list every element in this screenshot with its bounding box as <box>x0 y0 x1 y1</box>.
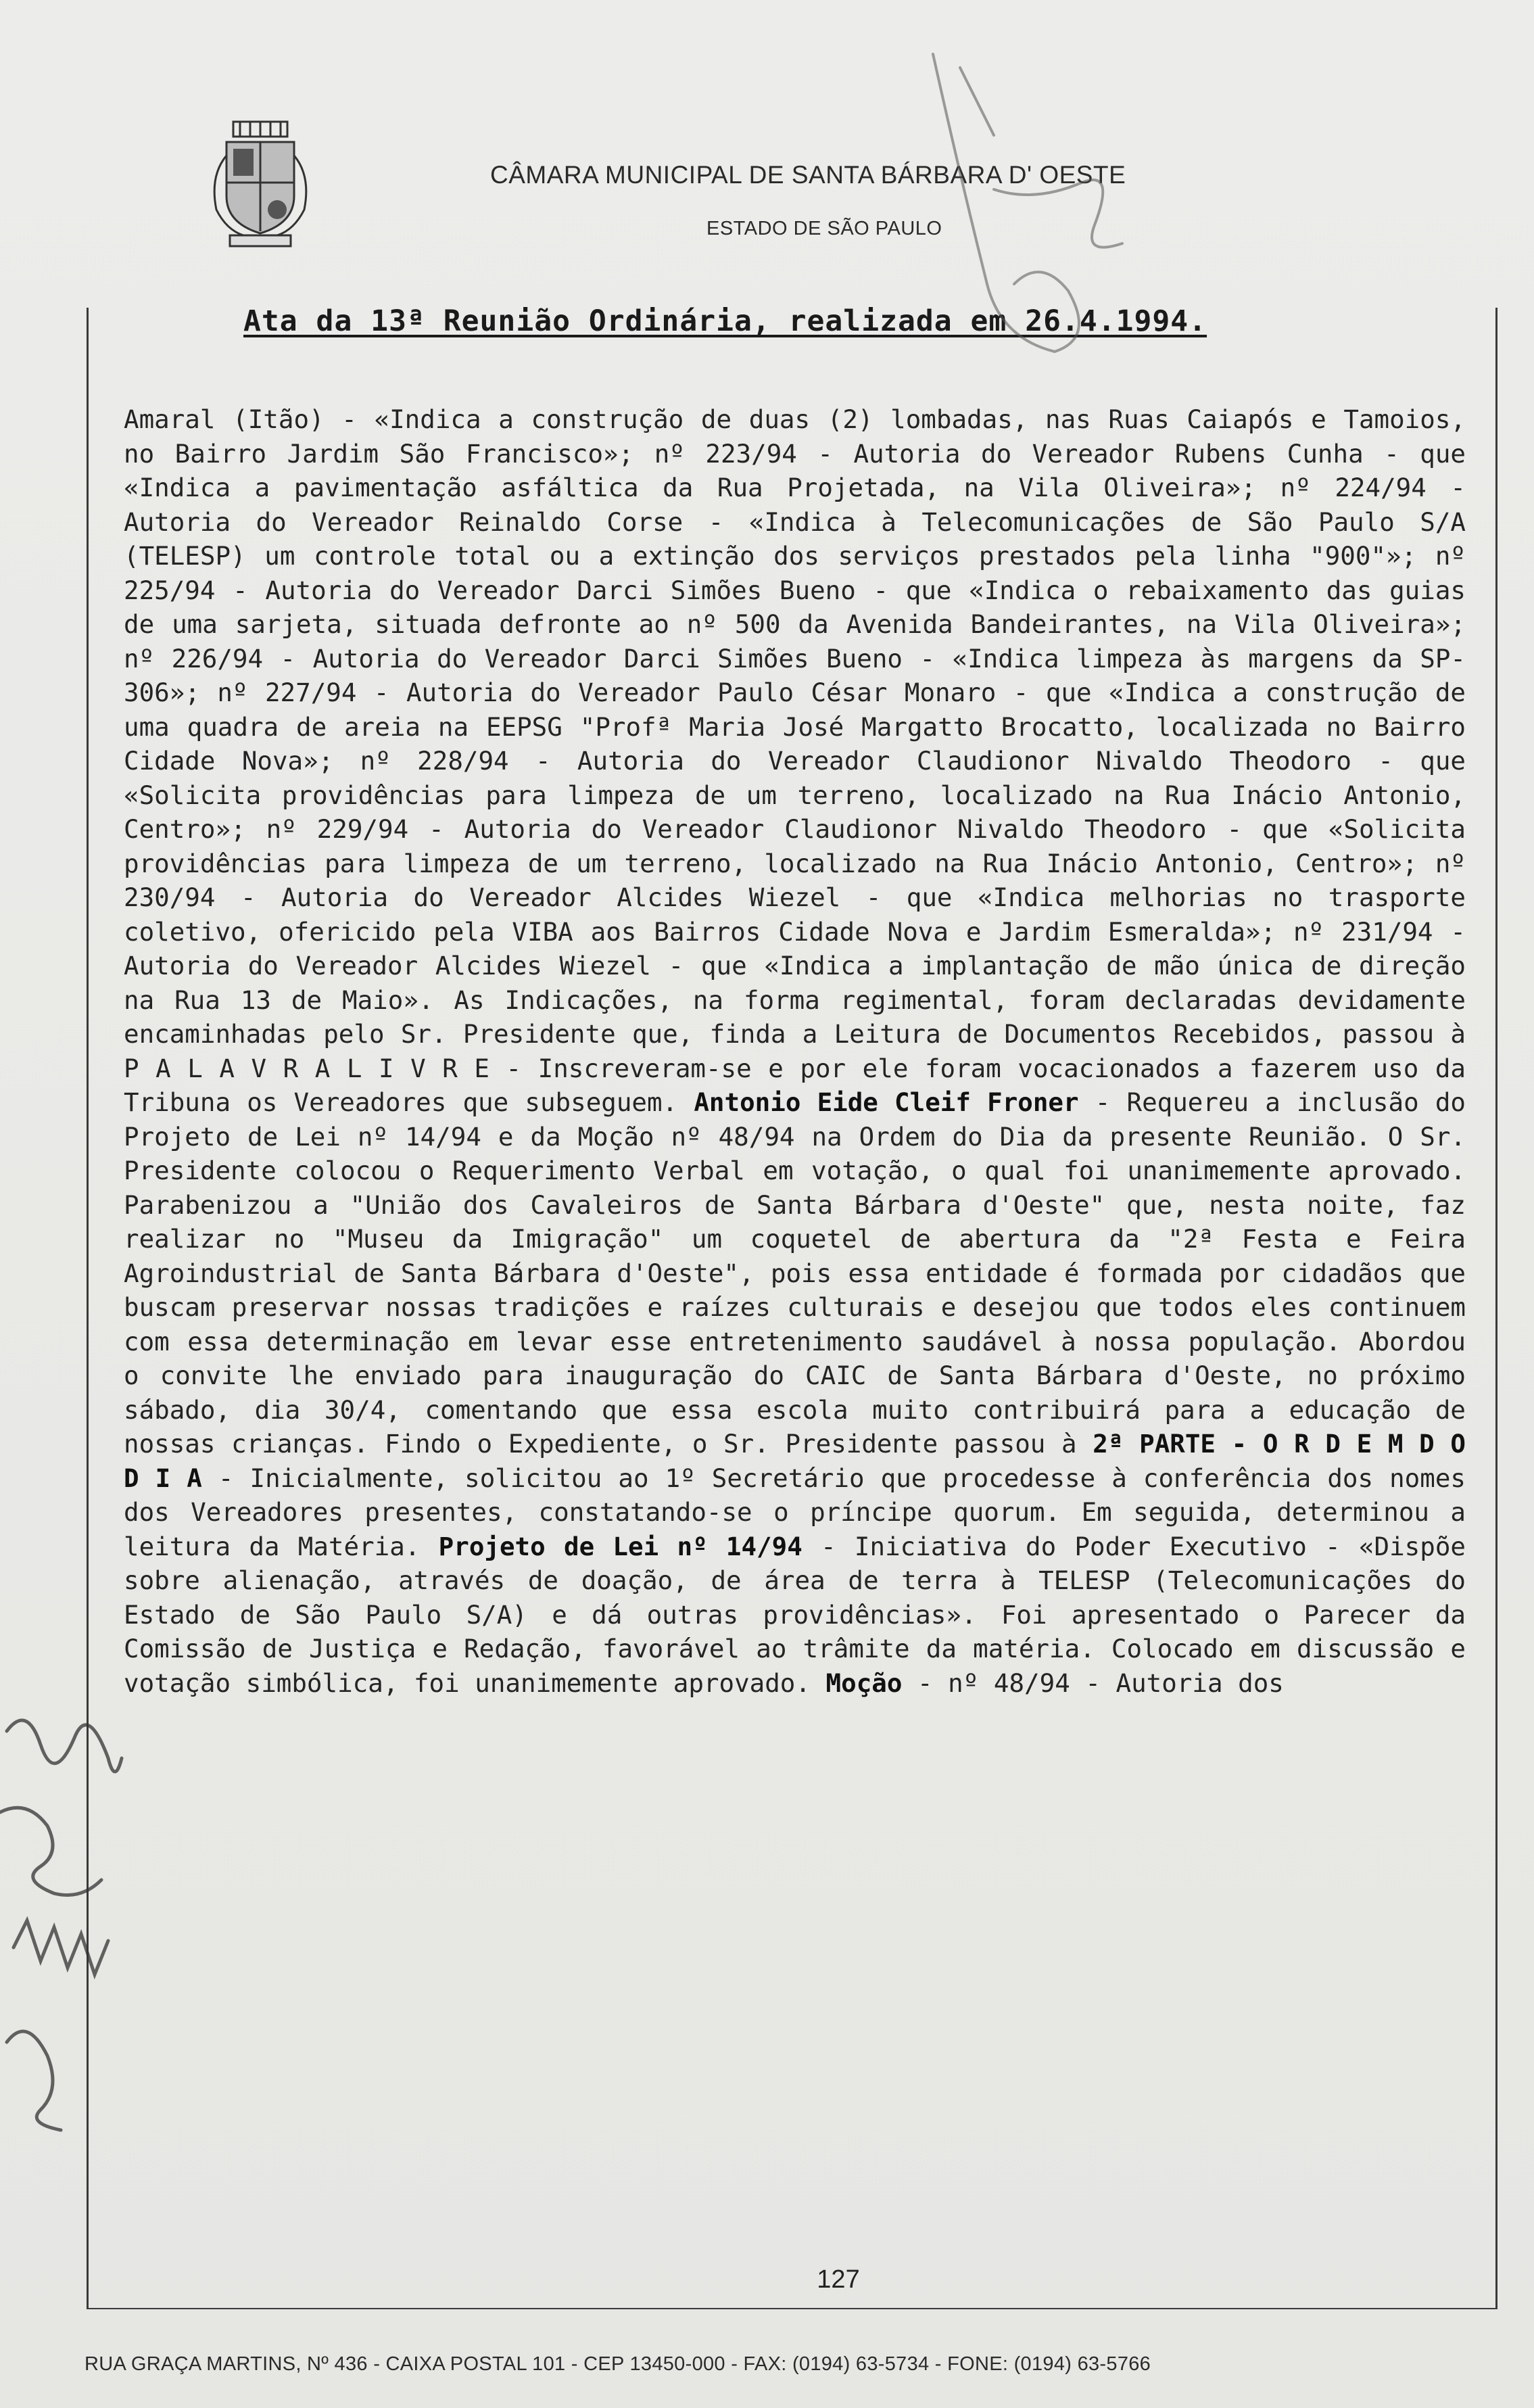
institution-name: CÂMARA MUNICIPAL DE SANTA BÁRBARA D' OESTE <box>490 161 1126 189</box>
municipal-coat-of-arms <box>203 115 318 250</box>
minutes-body <box>124 402 1466 1700</box>
councilor-name-froner: Antonio Eide Cleif Froner <box>694 1087 1079 1117</box>
page-number: 127 <box>817 2265 860 2294</box>
body-paragraph-3: - Inicialmente, solicitou ao 1º Secretário que procedesse à conferência dos nomes dos Vereadores presentes, constatando-se o príncipe quorum. Em seguida, determinou a leitura da Matéria. <box>124 1463 1466 1561</box>
body-paragraph-2: - Requereu a inclusão do Projeto de Lei nº 14/94 e da Moção nº 48/94 na Ordem do Dia da presente Reunião. O Sr. Presidente colocou o Requerimento Verbal em votação, o qual foi unanimemente aprovado. Parabenizou a "União dos Cavaleiros de Santa Bárbara d'Oeste" que, nesta noite, faz realizar no "Museu da Imigração" um coquetel de abertura da "2ª Festa e Feira Agroindustrial de Santa Bárbara d'Oeste", pois essa entidade é formada por cidadãos que buscam preservar nossas tradições e raízes culturais e desejou que todos eles continuem com essa determinação em levar esse entretenimento saudável à nossa população. Abordou o convite lhe enviado para inauguração do CAIC de Santa Bárbara d'Oeste, no próximo sábado, dia 30/4, comentando que essa escola muito contribuirá para a educação de nossas crianças. Findo o Expediente, o Sr. Presidente passou à <box>124 1087 1466 1459</box>
projeto-de-lei-heading: Projeto de Lei nº 14/94 <box>438 1531 802 1561</box>
footer-address: RUA GRAÇA MARTINS, Nº 436 - CAIXA POSTAL 101 - CEP 13450-000 - FAX: (0194) 63-5734 - FONE: (0194) 63-5766 <box>85 2353 1151 2375</box>
left-margin-rule <box>87 308 89 2309</box>
body-paragraph-1: Amaral (Itão) - «Indica a construção de duas (2) lombadas, nas Ruas Caiapós e Tamoios, no Bairro Jardim São Francisco»; nº 223/94 - Autoria do Vereador Rubens Cunha - que «Indica a pavimentação asfáltica da Rua Projetada, na Vila Oliveira»; nº 224/94 - Autoria do Vereador Reinaldo Corse - «Indica à Telecomunicações de São Paulo S/A (TELESP) um controle total ou a extinção dos serviços prestados pela linha "900"»; nº 225/94 - Autoria do Vereador Darci Simões Bueno - que «Indica o rebaixamento das guias de uma sarjeta, situada defronte ao nº 500 da Avenida Bandeirantes, na Vila Oliveira»; nº 226/94 - Autoria do Vereador Darci Simões Bueno - «Indica limpeza às margens da SP-306»; nº 227/94 - Autoria do Vereador Paulo César Monaro - que «Indica a construção de uma quadra de areia na EEPSG "Profª Maria José Margatto Brocatto, localizada no Bairro Cidade Nova»; nº 228/94 - Autoria do Vereador Claudionor Nivaldo Theodoro - que «Solicita providências para limpeza de um terreno, localizado na Rua Inácio Antonio, Centro»; nº 229/94 - Autoria do Vereador Claudionor Nivaldo Theodoro - que «Solicita providências para limpeza de um terreno, localizado na Rua Inácio Antonio, Centro»; nº 230/94 - Autoria do Vereador Alcides Wiezel - que «Indica melhorias no trasporte coletivo, ofericido pela VIBA aos Bairros Cidade Nova e Jardim Esmeralda»; nº 231/94 - Autoria do Vereador Alcides Wiezel - que «Indica a implantação de mão única de direção na Rua 13 de Maio». As Indicações, na forma regimental, foram declaradas devidamente encaminhadas pelo Sr. Presidente que, finda a Leitura de Documentos Recebidos, passou à P A L A V R A L I V R E - Inscreveram-se e por ele foram vocacionados a fazerem uso da Tribuna os Vereadores que subseguem. <box>124 404 1466 1117</box>
body-paragraph-4: - Iniciativa do Poder Executivo - «Dispõe sobre alienação, através de doação, de área de terra à TELESP (Telecomunicações do Estado de São Paulo S/A) e dá outras providências». Foi apresentado o Parecer da Comissão de Justiça e Redação, favorável ao trâmite da matéria. Colocado em discussão e votação simbólica, foi unanimemente aprovado. <box>124 1531 1466 1698</box>
body-paragraph-5: - nº 48/94 - Autoria dos <box>902 1668 1284 1698</box>
document-title: Ata da 13ª Reunião Ordinária, realizada em 26.4.1994. <box>243 304 1207 338</box>
mocao-heading: Moção <box>825 1668 903 1698</box>
state-name: ESTADO DE SÃO PAULO <box>706 218 942 239</box>
bottom-rule <box>87 2308 1497 2309</box>
right-margin-rule <box>1495 308 1497 2309</box>
ordem-do-dia-heading: 2ª PARTE - O R D E M D O D I A <box>124 1429 1466 1493</box>
